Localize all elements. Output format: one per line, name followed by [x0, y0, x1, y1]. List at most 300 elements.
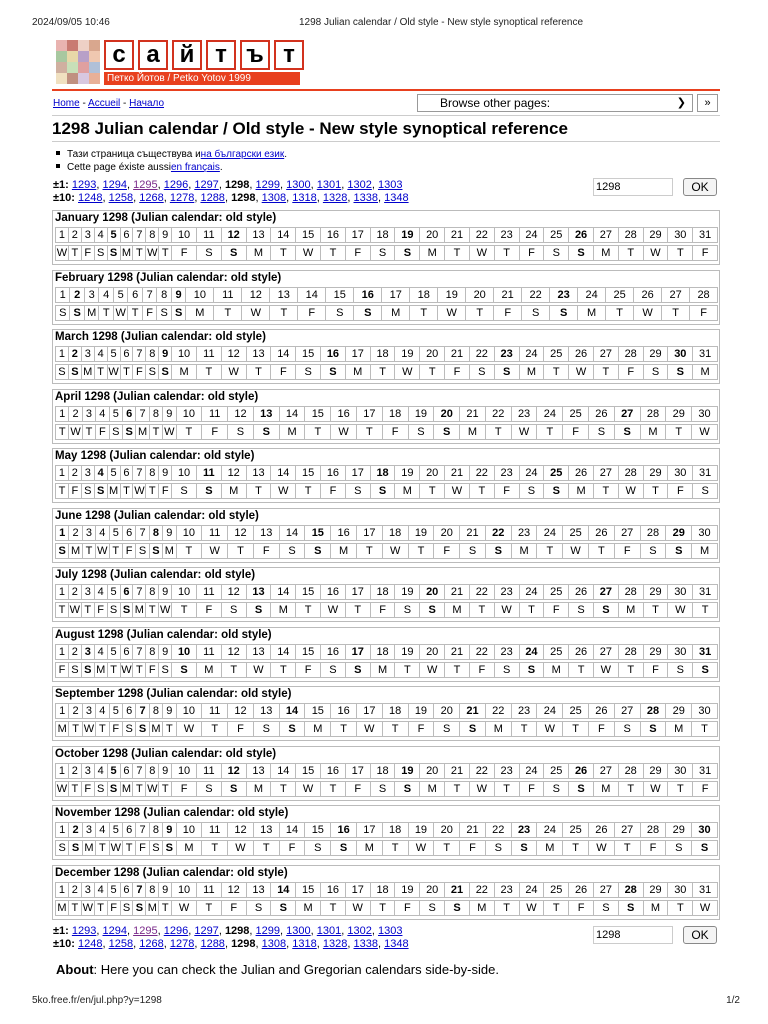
day-number-cell: 12 — [221, 644, 247, 660]
year-separator: , — [249, 179, 256, 191]
weekday-cell: T — [409, 305, 438, 321]
day-number-cell: 26 — [568, 763, 594, 779]
weekday-cell: T — [692, 602, 718, 618]
breadcrumb-separator: - — [79, 98, 89, 109]
day-number-cell: 23 — [511, 525, 538, 541]
month-title: May 1298 (Julian calendar: old style) — [55, 450, 255, 462]
year-nav-row-1 — [53, 179, 409, 192]
weekday-cell: S — [370, 781, 396, 797]
year-input-bottom[interactable]: 1298 — [593, 926, 673, 944]
day-number-cell: 11 — [196, 882, 222, 898]
print-page-number: 1/2 — [726, 995, 740, 1006]
weekday-cell: T — [593, 483, 619, 499]
year-link[interactable]: 1268 — [139, 192, 164, 204]
day-number-cell: 9 — [158, 882, 172, 898]
about-body: : Here you can check the Julian and Gregorian calendars side-by-side. — [93, 962, 499, 977]
day-number-cell: 28 — [618, 763, 644, 779]
year-separator: , — [102, 938, 109, 950]
day-number-cell: 25 — [562, 525, 589, 541]
day-number-cell: 27 — [614, 703, 641, 719]
year-link[interactable]: 1300 — [286, 925, 311, 937]
day-number-cell: 1 — [55, 465, 69, 481]
day-number-cell: 17 — [345, 465, 371, 481]
day-number-cell: 26 — [633, 287, 662, 303]
weekday-cell: T — [543, 364, 569, 380]
weekday-cell: F — [562, 424, 589, 440]
logo-tile — [67, 73, 78, 84]
year-link[interactable]: 1299 — [255, 925, 281, 937]
day-number-cell: 13 — [246, 882, 272, 898]
year-nav-row-10 — [53, 938, 409, 951]
day-number-cell: 22 — [469, 763, 495, 779]
day-number-row — [55, 644, 717, 660]
weekday-cell: F — [95, 424, 109, 440]
day-number-cell: 24 — [536, 406, 563, 422]
weekday-cell: S — [304, 840, 331, 856]
weekday-cell: M — [270, 602, 296, 618]
weekday-cell: F — [171, 781, 197, 797]
weekday-cell: S — [221, 245, 247, 261]
year-link[interactable]: 1299 — [255, 179, 281, 191]
day-number-cell: 9 — [158, 346, 172, 362]
logo-letter: а — [138, 40, 168, 70]
weekday-cell: T — [158, 245, 172, 261]
year-link[interactable]: 1303 — [377, 925, 403, 937]
weekday-cell: M — [107, 483, 121, 499]
logo-tile — [67, 51, 78, 62]
year-separator: , — [255, 192, 262, 204]
weekday-cell: F — [408, 721, 435, 737]
year-separator: , — [377, 938, 385, 950]
day-number-cell: 19 — [394, 465, 420, 481]
day-number-cell: 22 — [469, 227, 495, 243]
weekday-cell: F — [279, 840, 306, 856]
weekday-cell: F — [227, 721, 254, 737]
weekday-cell: T — [122, 840, 136, 856]
year-link[interactable]: 1302 — [347, 179, 372, 191]
weekday-cell: S — [419, 602, 445, 618]
year-link[interactable]: 1348 — [384, 938, 409, 950]
weekday-cell: S — [171, 305, 186, 321]
day-number-cell: 2 — [68, 525, 82, 541]
year-link[interactable]: 1295 — [133, 925, 158, 937]
day-number-cell: 14 — [270, 584, 296, 600]
day-number-cell: 25 — [562, 822, 589, 838]
day-number-cell: 18 — [409, 287, 438, 303]
day-number-cell: 18 — [370, 465, 396, 481]
year-link[interactable]: 1301 — [316, 179, 342, 191]
bg-note-end: . — [284, 149, 287, 160]
year-link[interactable]: 1296 — [163, 925, 189, 937]
weekday-cell: S — [325, 305, 354, 321]
weekday-cell: T — [270, 662, 296, 678]
day-number-cell: 26 — [568, 644, 594, 660]
year-input[interactable]: 1298 — [593, 178, 673, 196]
year-link[interactable]: 1295 — [133, 179, 158, 191]
year-nav-colon: : — [71, 938, 79, 950]
page-title: 1298 Julian calendar / Old style - New style synoptical reference — [52, 119, 568, 138]
weekday-cell: M — [577, 305, 606, 321]
month-block — [52, 389, 720, 444]
year-link[interactable]: 1278 — [169, 938, 195, 950]
day-number-cell: 22 — [485, 525, 512, 541]
day-number-cell: 5 — [107, 882, 121, 898]
weekday-cell: S — [640, 543, 667, 559]
day-number-cell: 19 — [394, 346, 420, 362]
year-link[interactable]: 1248 — [78, 192, 103, 204]
weekday-cell: S — [568, 245, 594, 261]
year-link[interactable]: 1288 — [200, 938, 225, 950]
day-number-cell: 9 — [162, 406, 176, 422]
day-number-cell: 14 — [270, 882, 296, 898]
logo-tile — [67, 40, 78, 51]
day-number-cell: 21 — [444, 584, 470, 600]
day-number-cell: 16 — [320, 644, 346, 660]
weekday-cell: T — [95, 840, 109, 856]
day-number-row — [55, 227, 717, 243]
site-logo-mosaic[interactable] — [56, 40, 100, 84]
weekday-cell: S — [692, 483, 718, 499]
day-number-cell: 8 — [145, 882, 159, 898]
day-number-cell: 13 — [253, 703, 280, 719]
day-number-cell: 25 — [605, 287, 634, 303]
breadcrumb-home-link[interactable]: Home — [53, 98, 80, 109]
day-number-cell: 15 — [325, 287, 354, 303]
day-number-cell: 21 — [444, 227, 470, 243]
day-number-cell: 2 — [68, 227, 82, 243]
day-number-cell: 25 — [543, 465, 569, 481]
year-separator: , — [133, 192, 140, 204]
french-version-link[interactable]: en français — [170, 162, 220, 173]
weekday-cell: T — [55, 424, 69, 440]
breadcrumb-nachalo-link[interactable]: Начало — [129, 98, 165, 109]
month-block — [52, 686, 720, 741]
weekday-cell: W — [121, 664, 132, 676]
weekday-cell: T — [295, 602, 321, 618]
fr-note-text: Cette page éxiste aussi — [67, 162, 171, 173]
day-number-cell: 9 — [158, 644, 172, 660]
year-link[interactable]: 1302 — [347, 925, 372, 937]
weekday-cell: T — [665, 424, 692, 440]
weekday-cell: T — [196, 364, 222, 380]
day-number-cell: 30 — [667, 465, 693, 481]
day-number-cell: 7 — [132, 763, 146, 779]
day-number-cell: 22 — [485, 406, 512, 422]
logo-tile — [56, 62, 67, 73]
day-number-cell: 3 — [81, 346, 95, 362]
weekday-cell: W — [618, 483, 644, 499]
weekday-cell: S — [279, 721, 306, 737]
day-number-cell: 17 — [356, 525, 383, 541]
day-number-cell: 28 — [618, 227, 644, 243]
day-number-cell: 30 — [667, 644, 693, 660]
day-number-cell: 20 — [433, 703, 460, 719]
day-number-cell: 15 — [304, 406, 331, 422]
weekday-cell: S — [253, 721, 280, 737]
day-number-cell: 17 — [345, 882, 371, 898]
weekday-cell: S — [120, 900, 134, 916]
weekday-cell: T — [568, 662, 594, 678]
weekday-cell: T — [444, 245, 470, 261]
weekday-cell: S — [433, 424, 460, 440]
weekday-cell: S — [253, 424, 280, 440]
bulgarian-version-link[interactable]: на български език — [200, 149, 285, 160]
year-link[interactable]: 1294 — [102, 925, 127, 937]
weekday-cell: S — [543, 245, 569, 261]
day-number-cell: 11 — [213, 287, 242, 303]
year-separator: , — [218, 179, 225, 191]
day-number-cell: 18 — [382, 822, 409, 838]
day-number-cell: 11 — [201, 406, 228, 422]
year-separator: , — [188, 179, 195, 191]
day-number-cell: 17 — [356, 822, 383, 838]
weekday-cell: S — [519, 483, 545, 499]
weekday-cell: M — [459, 424, 486, 440]
year-link[interactable]: 1301 — [316, 925, 342, 937]
day-number-cell: 1 — [55, 287, 70, 303]
day-number-cell: 21 — [444, 346, 470, 362]
day-number-cell: 1 — [55, 703, 69, 719]
weekday-cell: S — [521, 305, 550, 321]
browse-pages-select[interactable] — [417, 94, 693, 112]
day-number-cell: 1 — [55, 525, 69, 541]
year-nav-label: ±10 — [53, 192, 72, 204]
weekday-cell: S — [145, 364, 159, 380]
weekday-cell: S — [295, 364, 321, 380]
day-number-cell: 15 — [304, 703, 331, 719]
year-link[interactable]: 1303 — [377, 179, 403, 191]
weekday-cell: W — [469, 245, 495, 261]
year-link[interactable]: 1328 — [322, 192, 348, 204]
weekday-cell: T — [149, 424, 163, 440]
weekday-cell: W — [536, 721, 563, 737]
weekday-cell: F — [142, 305, 157, 321]
weekday-cell: T — [132, 781, 146, 797]
weekday-cell: F — [394, 900, 420, 916]
weekday-cell: T — [94, 900, 108, 916]
weekday-cell: S — [94, 781, 108, 797]
year-link[interactable]: 1338 — [353, 938, 378, 950]
year-link[interactable]: 1278 — [169, 192, 195, 204]
weekday-cell: T — [270, 245, 296, 261]
day-number-cell: 7 — [132, 346, 146, 362]
day-number-cell: 26 — [588, 406, 615, 422]
day-number-cell: 21 — [444, 644, 470, 660]
year-link[interactable]: 1258 — [108, 192, 134, 204]
logo-letter: с — [104, 40, 134, 70]
day-number-cell: 17 — [381, 287, 410, 303]
day-number-cell: 4 — [95, 703, 109, 719]
day-number-cell: 23 — [511, 703, 538, 719]
day-number-cell: 16 — [320, 465, 346, 481]
weekday-cell: S — [665, 543, 692, 559]
weekday-cell: M — [640, 424, 667, 440]
weekday-cell: S — [469, 364, 495, 380]
current-year: 1298 — [231, 192, 256, 204]
browse-go-button[interactable]: » — [697, 94, 718, 112]
weekday-cell: T — [320, 245, 346, 261]
weekday-cell: M — [593, 781, 619, 797]
day-number-cell: 19 — [408, 406, 435, 422]
day-number-cell: 9 — [162, 822, 176, 838]
year-link[interactable]: 1258 — [108, 938, 134, 950]
day-number-cell: 29 — [665, 525, 692, 541]
year-nav-label: ±1 — [53, 925, 66, 937]
weekday-cell: T — [55, 602, 69, 618]
year-link[interactable]: 1296 — [163, 179, 189, 191]
weekday-row — [55, 781, 717, 797]
day-number-cell: 17 — [345, 346, 371, 362]
day-number-cell: 10 — [185, 287, 214, 303]
weekday-cell: S — [444, 900, 470, 916]
year-link[interactable]: 1308 — [261, 192, 287, 204]
day-number-cell: 26 — [568, 584, 594, 600]
month-block — [52, 865, 720, 920]
breadcrumb-accueil-link[interactable]: Accueil — [88, 98, 121, 109]
year-link[interactable]: 1294 — [102, 179, 127, 191]
day-number-cell: 2 — [68, 763, 82, 779]
weekday-cell: F — [444, 364, 470, 380]
weekday-cell: M — [68, 543, 82, 559]
day-number-cell: 10 — [176, 525, 203, 541]
weekday-cell: T — [82, 424, 96, 440]
year-link[interactable]: 1293 — [71, 179, 97, 191]
day-number-cell: 26 — [568, 227, 594, 243]
weekday-cell: T — [394, 662, 420, 678]
weekday-cell: W — [519, 900, 545, 916]
weekday-cell: S — [81, 662, 95, 678]
day-number-cell: 3 — [81, 644, 95, 660]
year-separator: , — [341, 179, 348, 191]
day-number-cell: 9 — [171, 287, 186, 303]
day-number-cell: 8 — [145, 227, 159, 243]
weekday-cell: S — [196, 483, 222, 499]
day-number-cell: 12 — [221, 465, 247, 481]
weekday-cell: T — [382, 840, 409, 856]
weekday-cell: T — [356, 543, 383, 559]
year-link[interactable]: 1268 — [139, 938, 164, 950]
year-link[interactable]: 1248 — [78, 938, 103, 950]
day-number-cell: 16 — [320, 584, 346, 600]
bullet-icon — [56, 164, 60, 168]
current-year: 1298 — [231, 938, 256, 950]
weekday-cell: F — [201, 424, 228, 440]
day-number-cell: 7 — [135, 703, 149, 719]
day-number-cell: 28 — [618, 346, 644, 362]
year-separator: , — [371, 925, 378, 937]
weekday-cell: F — [297, 305, 326, 321]
year-link[interactable]: 1300 — [286, 179, 311, 191]
logo-tile — [78, 73, 89, 84]
month-block — [52, 627, 720, 682]
day-number-cell: 17 — [345, 644, 371, 660]
year-link[interactable]: 1293 — [71, 925, 97, 937]
day-number-cell: 8 — [145, 346, 159, 362]
day-number-cell: 3 — [82, 525, 96, 541]
day-number-cell: 20 — [419, 644, 445, 660]
day-number-cell: 9 — [162, 525, 176, 541]
day-number-cell: 8 — [145, 644, 159, 660]
year-link[interactable]: 1338 — [353, 192, 378, 204]
year-link[interactable]: 1318 — [292, 938, 317, 950]
weekday-cell: W — [147, 783, 158, 795]
day-number-cell: 7 — [135, 525, 149, 541]
year-link[interactable]: 1288 — [200, 192, 225, 204]
day-number-cell: 30 — [667, 346, 693, 362]
day-number-cell: 18 — [370, 584, 396, 600]
year-ok-button[interactable]: OK — [683, 178, 717, 196]
year-link[interactable]: 1308 — [261, 938, 287, 950]
day-number-cell: 9 — [162, 703, 176, 719]
day-number-cell: 10 — [171, 882, 197, 898]
year-link[interactable]: 1328 — [322, 938, 348, 950]
day-number-cell: 12 — [227, 822, 254, 838]
year-nav-label: ±1 — [53, 179, 66, 191]
day-number-cell: 9 — [158, 227, 172, 243]
year-link[interactable]: 1297 — [194, 179, 219, 191]
day-number-cell: 31 — [692, 346, 718, 362]
logo-tile — [78, 62, 89, 73]
day-number-cell: 2 — [68, 584, 82, 600]
weekday-cell: M — [246, 245, 272, 261]
day-number-cell: 8 — [156, 287, 171, 303]
weekday-cell: F — [68, 483, 82, 499]
day-number-cell: 24 — [519, 227, 545, 243]
year-ok-button-bottom[interactable]: OK — [683, 926, 717, 944]
day-number-cell: 24 — [519, 465, 545, 481]
weekday-cell: T — [82, 543, 96, 559]
weekday-cell: W — [221, 364, 247, 380]
weekday-cell: S — [135, 543, 149, 559]
weekday-cell: S — [135, 721, 149, 737]
day-number-cell: 9 — [158, 763, 172, 779]
weekday-cell: T — [465, 305, 494, 321]
day-number-cell: 18 — [370, 882, 396, 898]
year-nav-row-10 — [53, 192, 409, 205]
year-link[interactable]: 1318 — [292, 192, 317, 204]
day-number-cell: 30 — [691, 525, 718, 541]
weekday-row — [55, 900, 717, 916]
year-separator: , — [133, 938, 140, 950]
weekday-cell: S — [330, 840, 357, 856]
about-text — [56, 962, 499, 977]
weekday-cell: W — [227, 840, 254, 856]
day-number-cell: 11 — [196, 584, 222, 600]
day-number-cell: 30 — [667, 763, 693, 779]
year-link[interactable]: 1348 — [384, 192, 409, 204]
weekday-cell: F — [618, 364, 644, 380]
day-number-cell: 7 — [132, 644, 146, 660]
day-number-cell: 4 — [94, 763, 108, 779]
day-number-cell: 13 — [246, 584, 272, 600]
weekday-cell: W — [562, 543, 589, 559]
day-number-cell: 7 — [132, 227, 146, 243]
day-number-cell: 8 — [149, 703, 163, 719]
weekday-cell: T — [227, 543, 254, 559]
day-number-cell: 3 — [81, 227, 95, 243]
year-link[interactable]: 1297 — [194, 925, 219, 937]
weekday-cell: S — [227, 424, 254, 440]
weekday-cell: T — [444, 781, 470, 797]
weekday-cell: W — [270, 483, 296, 499]
day-number-cell: 25 — [543, 346, 569, 362]
weekday-cell: S — [593, 602, 619, 618]
weekday-cell: F — [320, 483, 346, 499]
year-separator: , — [157, 925, 164, 937]
breadcrumb-divider — [52, 115, 720, 116]
day-number-cell: 18 — [382, 703, 409, 719]
current-year: 1298 — [224, 925, 250, 937]
